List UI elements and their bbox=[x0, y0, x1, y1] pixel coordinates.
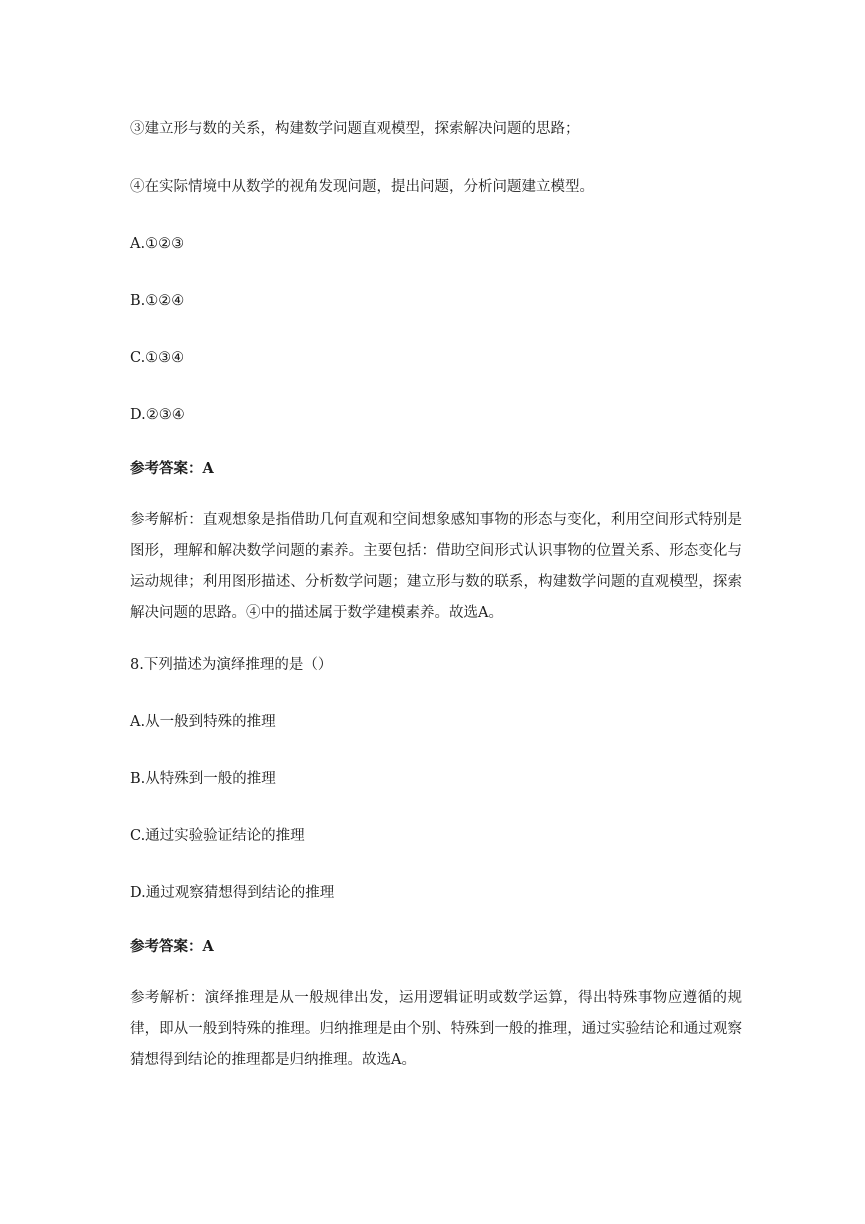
q8-answer: 参考答案：A bbox=[130, 938, 214, 955]
q7-statement-4: ④在实际情境中从数学的视角发现问题，提出问题，分析问题建立模型。 bbox=[130, 179, 594, 195]
q7-analysis: 参考解析：直观想象是指借助几何直观和空间想象感知事物的形态与变化，利用空间形式特别是图形，理解和解决数学问题的素养。主要包括：借助空间形式认识事物的位置关系、形态变化与运动规律；利用图形描述、分析数学问题；建立形与数的联系，构建数学问题的直观模型，探索解决问题的思路。④中的描述属于数学建模素养。故选A。 bbox=[130, 512, 742, 621]
q8-analysis: 参考解析：演绎推理是从一般规律出发，运用逻辑证明或数学运算，得出特殊事物应遵循的规律，即从一般到特殊的推理。归纳推理是由个别、特殊到一般的推理，通过实验结论和通过观察猜想得到结论的推理都是归纳推理。故选A。 bbox=[130, 990, 742, 1068]
q7-answer: 参考答案：A bbox=[130, 460, 214, 477]
q8-option-c: C.通过实验验证结论的推理 bbox=[130, 828, 305, 844]
q7-option-b: B.①②④ bbox=[130, 293, 185, 309]
q7-option-a: A.①②③ bbox=[130, 236, 185, 252]
q8-option-a: A.从一般到特殊的推理 bbox=[130, 714, 276, 730]
q8-question: 8.下列描述为演绎推理的是（） bbox=[130, 657, 333, 673]
q7-statement-3: ③建立形与数的关系，构建数学问题直观模型，探索解决问题的思路； bbox=[130, 121, 580, 137]
q8-option-b: B.从特殊到一般的推理 bbox=[130, 771, 276, 787]
q8-option-d: D.通过观察猜想得到结论的推理 bbox=[130, 885, 335, 901]
q7-option-c: C.①③④ bbox=[130, 350, 185, 366]
q7-option-d: D.②③④ bbox=[130, 407, 185, 423]
